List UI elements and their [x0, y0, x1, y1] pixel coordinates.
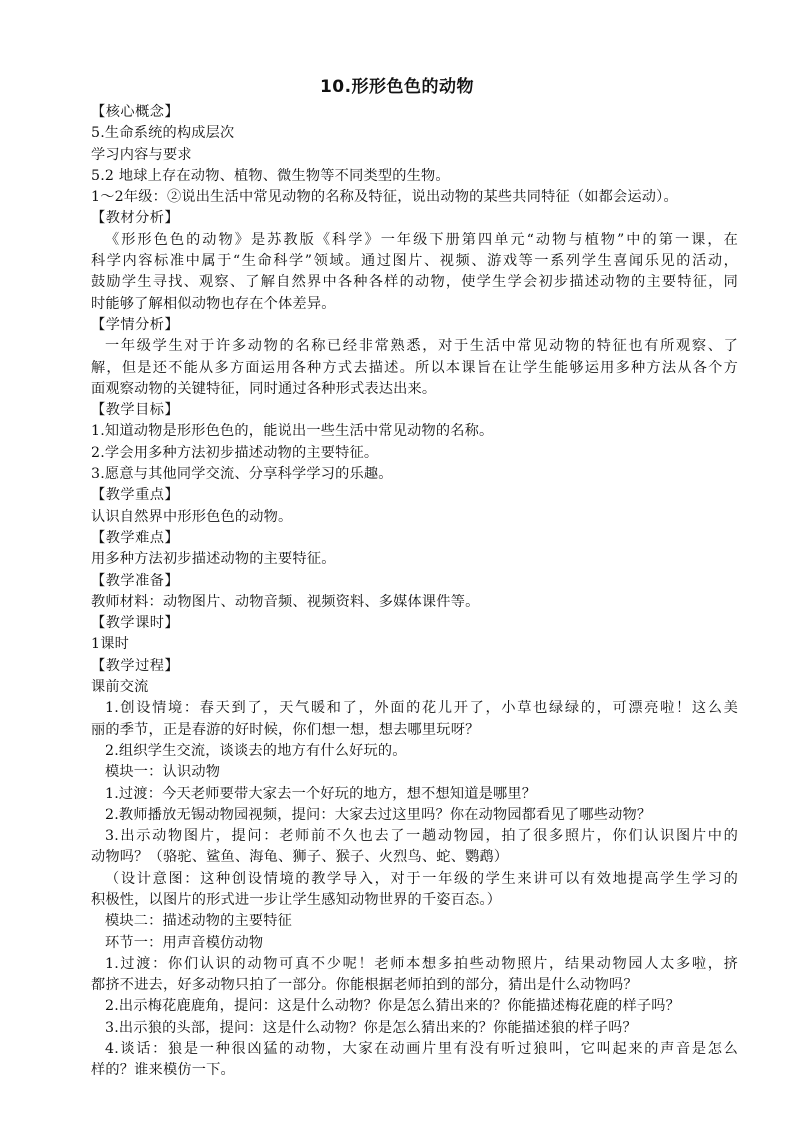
text-line: 2.组织学生交流，谈谈去的地方有什么好玩的。: [105, 742, 407, 759]
text-line: 1～2年级：②说出生活中常见动物的名称及特征，说出动物的某些共同特征（如都会运动）。: [91, 189, 678, 206]
section-heading: 【核心概念】: [91, 104, 180, 120]
text-line: 环节一：用声音模仿动物: [105, 934, 264, 951]
text-line: 2.学会用多种方法初步描述动物的主要特征。: [91, 444, 379, 461]
text-line: 1.过渡：今天老师要带大家去一个好玩的地方，想不想知道是哪里？: [105, 785, 537, 802]
document-title: 10.形形色色的动物: [319, 77, 475, 97]
text-line: 一年级学生对于许多动物的名称已经非常熟悉，对于生活中常见动物的特征也有所观察、了: [105, 338, 738, 355]
text-line: 时能够了解相似动物也存在个体差异。: [91, 295, 336, 312]
text-line: 都挤不进去，好多动物只拍了一部分。你能根据老师拍到的部分，猜出是什么动物吗？: [91, 977, 638, 994]
text-line: 认识自然界中形形色色的动物。: [91, 508, 293, 525]
text-line: 动物吗？（骆驼、鲨鱼、海龟、狮子、猴子、火烈鸟、蛇、鹦鹉）: [91, 849, 509, 866]
text-line: 3.愿意与其他同学交流、分享科学学习的乐趣。: [91, 466, 393, 483]
text-line: 模块一：认识动物: [105, 764, 221, 781]
text-line: （设计意图：这种创设情境的教学导入，对于一年级的学生来讲可以有效地提高学生学习的: [105, 870, 738, 887]
text-line: 课前交流: [91, 679, 149, 696]
text-line: 1.过渡：你们认识的动物可真不少呢！老师本想多拍些动物照片，结果动物园人太多啦，挤: [105, 955, 738, 972]
document-body: [91, 102, 738, 1082]
text-line: 样的？谁来模仿一下。: [91, 1062, 235, 1079]
text-line: 3.出示狼的头部，提问：这是什么动物？你是怎么猜出来的？你能描述狼的样子吗？: [105, 1019, 637, 1036]
section-heading: 【学情分析】: [91, 316, 180, 333]
text-line: 面观察动物的关键特征，同时通过各种形式表达出来。: [91, 380, 437, 397]
text-line: 学习内容与要求: [91, 146, 192, 163]
text-line: 5.2 地球上存在动物、植物、微生物等不同类型的生物。: [91, 167, 450, 184]
text-line: 4.谈话：狼是一种很凶猛的动物，大家在动画片里有没有听过狼叫，它叫起来的声音是怎么: [105, 1041, 738, 1058]
text-line: 丽的季节，正是春游的好时候，你们想一想，想去哪里玩呀？: [91, 721, 480, 738]
section-heading: 【教学重点】: [91, 487, 180, 504]
text-line: 科学内容标准中属于“生命科学”领域。通过图片、视频、游戏等一系列学生喜闻乐见的活动，: [91, 253, 738, 270]
text-line: 鼓励学生寻找、观察、了解自然界中各种各样的动物，使学生学会初步描述动物的主要特征，同: [91, 274, 738, 291]
text-line: 1.知道动物是形形色色的，能说出一些生活中常见动物的名称。: [91, 423, 494, 440]
text-line: 3.出示动物图片，提问：老师前不久也去了一趟动物园，拍了很多照片，你们认识图片中的: [105, 828, 738, 845]
section-heading: 【教学难点】: [91, 529, 180, 546]
text-line: 积极性，以图片的形式进一步让学生感知动物世界的千姿百态。）: [91, 891, 502, 908]
text-line: 用多种方法初步描述动物的主要特征。: [91, 551, 336, 568]
text-line: 2.出示梅花鹿鹿角，提问：这是什么动物？你是怎么猜出来的？你能描述梅花鹿的样子吗？: [105, 998, 681, 1015]
section-heading: 【教学课时】: [91, 615, 180, 632]
section-heading: 【教学准备】: [91, 572, 180, 589]
section-heading: 【教学目标】: [91, 402, 180, 419]
text-line: 2.教师播放无锡动物园视频，提问：大家去过这里吗？你在动物园都看见了哪些动物？: [105, 806, 652, 823]
text-line: 教师材料：动物图片、动物音频、视频资料、多媒体课件等。: [91, 593, 480, 610]
text-line: 1.创设情境：春天到了，天气暖和了，外面的花儿开了，小草也绿绿的，可漂亮啦！这么美: [105, 700, 738, 717]
text-line: 《形形色色的动物》是苏教版《科学》一年级下册第四单元“动物与植物”中的第一课，在: [105, 231, 738, 248]
text-line: 解，但是还不能从多方面运用各种方式去描述。所以本课旨在让学生能够运用多种方法从各个方: [91, 359, 738, 376]
section-heading: 【教材分析】: [91, 210, 180, 227]
text-line: 5.生命系统的构成层次: [91, 125, 235, 142]
section-heading: 【教学过程】: [91, 657, 180, 674]
text-line: 1课时: [91, 636, 130, 653]
text-line: 模块二：描述动物的主要特征: [105, 913, 293, 930]
